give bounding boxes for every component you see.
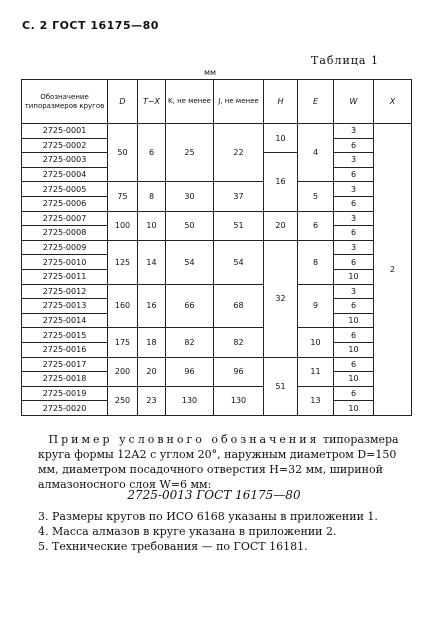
t-x-cell: 10: [138, 211, 166, 240]
h-cell: 32: [264, 240, 298, 357]
table-row: [22, 240, 412, 255]
w-cell: 10: [334, 342, 374, 357]
k-cell: 96: [166, 357, 214, 386]
example-paragraph: [38, 432, 410, 492]
code-cell: 2725-0009: [22, 240, 108, 255]
code-cell: 2725-0020: [22, 401, 108, 416]
w-cell: 6: [334, 138, 374, 153]
code-cell: 2725-0006: [22, 196, 108, 211]
d-cell: 100: [108, 211, 138, 240]
table-row: [22, 124, 412, 139]
h-cell: 51: [264, 357, 298, 415]
w-cell: 6: [334, 328, 374, 343]
col-header-E: E: [298, 80, 334, 124]
e-cell: 13: [298, 386, 334, 415]
code-cell: 2725-0015: [22, 328, 108, 343]
e-cell: 6: [298, 211, 334, 240]
w-cell: 10: [334, 372, 374, 387]
code-cell: 2725-0001: [22, 124, 108, 139]
col-header-K: K, не менее: [166, 80, 214, 124]
table-row: [22, 182, 412, 197]
w-cell: 10: [334, 269, 374, 284]
j-cell: 51: [214, 211, 264, 240]
page-header: С. 2 ГОСТ 16175—80: [22, 19, 159, 32]
code-cell: 2725-0016: [22, 342, 108, 357]
table-header-row: [22, 80, 412, 124]
t-x-cell: 20: [138, 357, 166, 386]
e-cell: 5: [298, 182, 334, 211]
j-cell: 54: [214, 240, 264, 284]
e-cell: 8: [298, 240, 334, 284]
w-cell: 6: [334, 386, 374, 401]
k-cell: 30: [166, 182, 214, 211]
code-cell: 2725-0005: [22, 182, 108, 197]
w-cell: 3: [334, 240, 374, 255]
code-cell: 2725-0004: [22, 167, 108, 182]
dimensions-table: [21, 79, 412, 416]
units-label: мм: [204, 68, 217, 77]
k-cell: 66: [166, 284, 214, 328]
t-x-cell: 6: [138, 124, 166, 182]
e-cell: 4: [298, 124, 334, 182]
example-lead: Пример условного обозначения: [48, 433, 320, 446]
k-cell: 50: [166, 211, 214, 240]
w-cell: 3: [334, 211, 374, 226]
d-cell: 250: [108, 386, 138, 415]
example-designation: 2725-0013 ГОСТ 16175—80: [127, 488, 301, 502]
note-item: 4. Масса алмазов в круге указана в приложении 2.: [38, 525, 337, 538]
d-cell: 75: [108, 182, 138, 211]
d-cell: 160: [108, 284, 138, 328]
col-header-J: J, не менее: [214, 80, 264, 124]
k-cell: 82: [166, 328, 214, 357]
e-cell: 9: [298, 284, 334, 328]
code-cell: 2725-0018: [22, 372, 108, 387]
col-header-W: W: [334, 80, 374, 124]
h-cell: 10: [264, 124, 298, 153]
k-cell: 130: [166, 386, 214, 415]
note-item: 3. Размеры кругов по ИСО 6168 указаны в приложении 1.: [38, 510, 378, 523]
col-header-X: X: [374, 80, 412, 124]
e-cell: 11: [298, 357, 334, 386]
table-row: [22, 386, 412, 401]
j-cell: 22: [214, 124, 264, 182]
example-text: типоразмера круга формы 12А2 с углом 20°, наружным диаметром D=150 мм, диаметром посадочного отверстия H=32 мм, шириной алмазоносного слоя W=6 мм:: [38, 433, 399, 491]
col-header-D: D: [108, 80, 138, 124]
t-x-cell: 14: [138, 240, 166, 284]
code-cell: 2725-0014: [22, 313, 108, 328]
code-cell: 2725-0017: [22, 357, 108, 372]
w-cell: 6: [334, 255, 374, 270]
code-cell: 2725-0007: [22, 211, 108, 226]
w-cell: 10: [334, 401, 374, 416]
code-cell: 2725-0002: [22, 138, 108, 153]
w-cell: 3: [334, 124, 374, 139]
t-x-cell: 8: [138, 182, 166, 211]
code-cell: 2725-0012: [22, 284, 108, 299]
t-x-cell: 18: [138, 328, 166, 357]
e-cell: 10: [298, 328, 334, 357]
table-row: [22, 357, 412, 372]
t-x-cell: 16: [138, 284, 166, 328]
code-cell: 2725-0019: [22, 386, 108, 401]
code-cell: 2725-0008: [22, 226, 108, 241]
note-item: 5. Технические требования — по ГОСТ 16181.: [38, 540, 308, 553]
d-cell: 175: [108, 328, 138, 357]
w-cell: 6: [334, 167, 374, 182]
j-cell: 96: [214, 357, 264, 386]
table-row: [22, 284, 412, 299]
code-cell: 2725-0013: [22, 299, 108, 314]
d-cell: 50: [108, 124, 138, 182]
col-header-T-X: T−X: [138, 80, 166, 124]
j-cell: 68: [214, 284, 264, 328]
col-header-code: Обозначение типоразмеров кругов: [22, 80, 108, 124]
k-cell: 54: [166, 240, 214, 284]
w-cell: 3: [334, 284, 374, 299]
k-cell: 25: [166, 124, 214, 182]
d-cell: 200: [108, 357, 138, 386]
w-cell: 6: [334, 357, 374, 372]
w-cell: 3: [334, 153, 374, 168]
j-cell: 130: [214, 386, 264, 415]
table-row: [22, 328, 412, 343]
w-cell: 3: [334, 182, 374, 197]
col-header-H: H: [264, 80, 298, 124]
notes-list: [38, 509, 378, 554]
table-row: [22, 211, 412, 226]
code-cell: 2725-0010: [22, 255, 108, 270]
x-cell: 2: [374, 124, 412, 416]
h-cell: 20: [264, 211, 298, 240]
h-cell: 16: [264, 153, 298, 211]
w-cell: 6: [334, 196, 374, 211]
j-cell: 82: [214, 328, 264, 357]
code-cell: 2725-0003: [22, 153, 108, 168]
w-cell: 6: [334, 226, 374, 241]
j-cell: 37: [214, 182, 264, 211]
t-x-cell: 23: [138, 386, 166, 415]
code-cell: 2725-0011: [22, 269, 108, 284]
w-cell: 10: [334, 313, 374, 328]
w-cell: 6: [334, 299, 374, 314]
table-title: Таблица 1: [311, 54, 379, 67]
d-cell: 125: [108, 240, 138, 284]
